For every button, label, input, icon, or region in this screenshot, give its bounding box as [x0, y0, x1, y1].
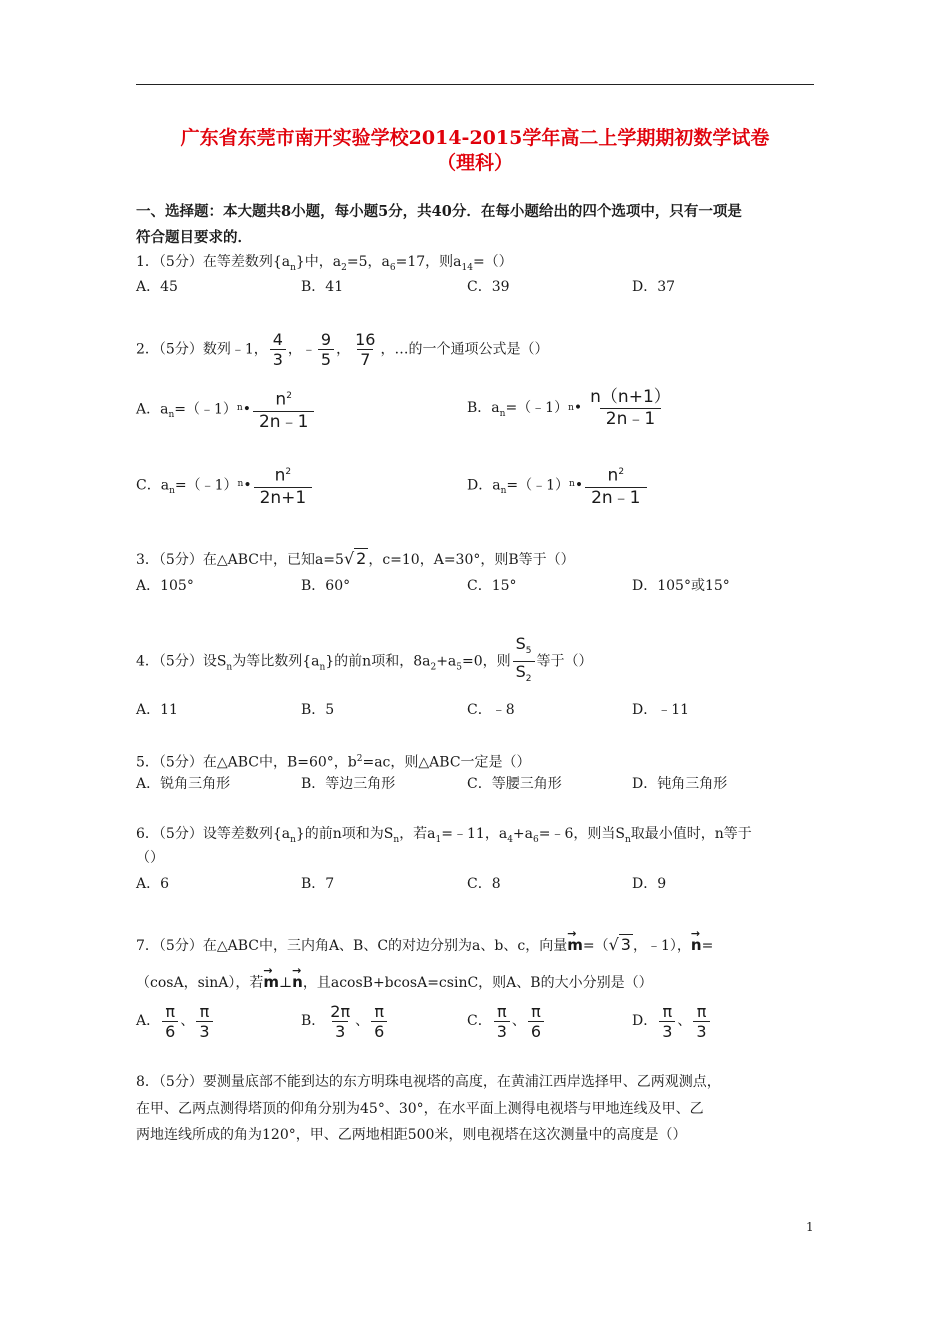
q2-text: 2．（5分）数列﹣1，: [136, 341, 268, 358]
q7-c2-den: 6: [528, 1021, 544, 1041]
q4-sub: n: [226, 662, 233, 673]
q7-d-fraction-2: [693, 1002, 709, 1041]
q7-text: 7．（5分）在△ABC中，三内角A、B、C的对边分别为a、b、c，向量: [136, 938, 568, 954]
q5-text: =ac，则△ABC一定是（）: [362, 754, 531, 771]
q4-option-d[interactable]: D．﹣11: [632, 702, 690, 718]
q7-a-fraction-1: [162, 1002, 178, 1041]
q4-option-b[interactable]: B．5: [301, 702, 335, 718]
q6-option-b[interactable]: B．7: [301, 876, 335, 892]
q3-radicand: 2: [356, 549, 367, 568]
q6-option-d[interactable]: D．9: [632, 876, 667, 892]
q7-b-sep: 、: [355, 1013, 370, 1029]
q2-d-sub: n: [500, 486, 507, 497]
q7-a-fraction-2: [196, 1002, 212, 1041]
question-3: [136, 547, 818, 572]
q1-option-d[interactable]: D．37: [632, 279, 676, 295]
q2-b-den: 2n﹣1: [600, 408, 661, 430]
question-8-line-1: 8．（5分）要测量底部不能到达的东方明珠电视塔的高度，在黄浦江西岸选择甲、乙两观测点，: [136, 1074, 721, 1090]
q2-d-label: D．: [467, 477, 493, 494]
q7-a2-num: π: [199, 1001, 210, 1021]
q7-c2-num: π: [531, 1001, 541, 1021]
q1-sub: 14: [461, 262, 473, 273]
q7-option-a[interactable]: [136, 1000, 215, 1042]
q7-text: ，﹣1），: [632, 938, 691, 954]
q2-a-sub: n: [168, 410, 175, 421]
q7-c-label: C．: [467, 1013, 492, 1029]
q2-b-label: B．: [467, 400, 492, 416]
q2-fraction-1: [270, 330, 286, 369]
header-rule: [136, 84, 814, 85]
q2-c-sup: n: [237, 479, 244, 489]
q7-d2-num: π: [696, 1001, 707, 1021]
q2-option-d[interactable]: [467, 462, 649, 513]
q2-text: ，…的一个通项公式是（）: [380, 341, 549, 358]
q2-d-num: [602, 462, 631, 487]
q6-sub: n: [624, 834, 631, 845]
q4-sub: 2: [430, 662, 437, 673]
q7-line-2: [136, 970, 818, 995]
q6-sub: 4: [507, 834, 513, 845]
q2-f2-num: 9: [320, 330, 332, 349]
q6-continuation: （）: [136, 850, 164, 866]
q7-c1-num: π: [496, 1001, 507, 1021]
q2-d-text: =（﹣1）: [506, 477, 570, 494]
q6-sub: n: [290, 834, 296, 845]
q7-c-sep: 、: [511, 1013, 526, 1029]
q5-option-b[interactable]: B．等边三角形: [301, 776, 396, 792]
q3-radical-sign: √: [343, 549, 355, 568]
q7-option-b[interactable]: [301, 1000, 389, 1042]
q1-text: =5，a: [346, 254, 390, 270]
q2-text: ，﹣: [287, 341, 316, 358]
q3-text: ，c=10，A=30°，则B等于（）: [368, 552, 575, 568]
q2-d-den: 2n﹣1: [585, 487, 646, 509]
q4-text: }的前n项和，8a: [325, 653, 431, 670]
q7-d-label: D．: [632, 1013, 658, 1029]
q7-text: ，且acosB+bcosA=csinC，则A、B的大小分别是（）: [302, 975, 653, 991]
q2-b-sub: n: [499, 408, 506, 419]
q6-text: =﹣6，则当S: [538, 826, 625, 842]
q3-option-a[interactable]: A．105°: [136, 578, 194, 594]
q2-d-num-text: n: [607, 465, 619, 486]
q3-option-d[interactable]: D．105°或15°: [632, 578, 730, 594]
q2-fraction-3: [352, 330, 378, 369]
q7-option-d[interactable]: [632, 1000, 712, 1042]
q2-d-dot: •: [574, 477, 584, 494]
q4-f-den-text: S: [515, 662, 526, 682]
q6-option-c[interactable]: C．8: [467, 876, 501, 892]
q4-sub: 5: [456, 662, 462, 673]
q2-f3-num: 16: [355, 330, 376, 349]
perpendicular-symbol: ⊥: [279, 975, 293, 991]
q2-b-num: n（n+1）: [590, 386, 671, 407]
q1-sub: 6: [389, 262, 396, 273]
q3-option-c[interactable]: C．15°: [467, 578, 517, 594]
q2-f1-num: 4: [272, 330, 283, 349]
q7-b-fraction-1: [327, 1002, 353, 1041]
q7-b1-den: 3: [332, 1021, 348, 1041]
q2-option-b[interactable]: [467, 386, 679, 436]
q2-d-fraction: [585, 462, 646, 509]
q2-f2-den: 5: [318, 349, 334, 369]
q7-radical-sign: √: [608, 935, 619, 954]
section-heading-line1: 一、选择题：本大题共8小题，每小题5分，共40分．在每小题给出的四个选项中，只有一项是: [136, 203, 742, 220]
q2-a-label: A．: [136, 401, 161, 418]
q2-a-dot: •: [242, 401, 251, 418]
q7-a-sep: 、: [180, 1013, 195, 1029]
q2-a-num-sup: 2: [286, 391, 292, 401]
q7-radicand: 3: [620, 935, 631, 954]
q6-text: =﹣11，a: [441, 826, 508, 842]
q7-b1-num: 2π: [330, 1001, 351, 1021]
question-4: [136, 634, 818, 690]
q7-c-fraction-2: [528, 1002, 544, 1041]
q2-option-c[interactable]: [136, 462, 314, 513]
q1-option-c[interactable]: C．39: [467, 279, 510, 295]
page-number: 1: [806, 1220, 814, 1234]
q7-d-fraction-1: [659, 1002, 675, 1041]
q2-d-text: a: [492, 477, 501, 494]
q7-a-label: A．: [136, 1013, 161, 1029]
q7-d1-den: 3: [659, 1021, 675, 1041]
q6-text: 6．（5分）设等差数列{a: [136, 826, 291, 842]
q4-f-num-sub: 5: [525, 646, 532, 657]
q2-a-text: =（﹣1）: [174, 401, 237, 418]
q6-sub: n: [393, 834, 400, 845]
vector-m: → m: [567, 933, 583, 957]
q2-c-num-text: n: [274, 465, 286, 486]
question-2: [136, 330, 818, 369]
vector-m: → m: [263, 970, 279, 994]
q5-text: 5．（5分）在△ABC中，B=60°，b: [136, 754, 357, 771]
q7-a1-num: π: [165, 1001, 176, 1021]
q4-f-den: [513, 661, 535, 689]
q7-sqrt: [609, 934, 633, 954]
q7-b-label: B．: [301, 1013, 326, 1029]
q2-b-text: =（﹣1）: [505, 400, 569, 416]
q1-text: =（）: [472, 254, 513, 270]
q2-a-den: 2n﹣1: [253, 411, 314, 433]
q3-text: 3．（5分）在△ABC中，已知a=5: [136, 552, 344, 568]
q2-a-text: a: [160, 401, 169, 418]
q6-text: }的前n项和为S: [295, 826, 394, 842]
q4-text: 等于（）: [536, 653, 593, 670]
q2-c-text: a: [160, 477, 170, 494]
q3-option-b[interactable]: B．60°: [301, 578, 351, 594]
q1-sub: n: [290, 262, 296, 273]
q2-fraction-2: [318, 330, 334, 369]
q2-b-dot: •: [573, 400, 583, 416]
q6-text: ，若a: [399, 826, 436, 842]
document-subtitle: （理科）: [436, 152, 513, 174]
q4-f-num: [513, 634, 535, 661]
q6-sub: 6: [533, 834, 539, 845]
q2-f3-den: 7: [357, 349, 373, 369]
q3-sqrt: [344, 548, 368, 568]
q7-a1-den: 6: [162, 1021, 178, 1041]
q4-f-den-sub: 2: [525, 674, 532, 685]
q5-option-a[interactable]: A．锐角三角形: [136, 776, 231, 792]
q7-text: （cosA，sinA），若: [136, 975, 264, 991]
q2-c-dot: •: [243, 477, 252, 494]
vector-n: → n: [691, 933, 702, 957]
q4-fraction: [513, 634, 535, 689]
vector-n: → n: [292, 970, 303, 994]
q4-option-a[interactable]: A．11: [136, 702, 178, 718]
q7-d-sep: 、: [677, 1013, 692, 1029]
q7-c-fraction-1: [494, 1002, 510, 1041]
q6-text: 取最小值时，n等于: [630, 826, 752, 842]
q2-c-num: [269, 462, 298, 487]
section-heading: [136, 199, 816, 251]
q4-text: +a: [436, 653, 457, 670]
q7-b2-den: 6: [371, 1021, 387, 1041]
q2-b-fraction: [584, 387, 677, 430]
q7-text: =（: [582, 938, 609, 954]
q2-c-num-sup: 2: [285, 467, 292, 477]
q2-c-text: =（﹣1）: [174, 477, 238, 494]
q2-text: ，: [336, 341, 351, 358]
q4-sub: n: [319, 662, 326, 673]
q7-b-fraction-2: [371, 1002, 387, 1041]
q2-d-sup: n: [569, 479, 575, 489]
q7-d1-num: π: [662, 1001, 673, 1021]
q7-option-c[interactable]: [467, 1000, 546, 1042]
q7-b2-num: π: [374, 1001, 385, 1021]
q2-c-sub: n: [169, 486, 175, 497]
q2-a-sup: n: [236, 403, 243, 413]
q6-option-a[interactable]: A．6: [136, 876, 170, 892]
q1-text: 1．（5分）在等差数列{a: [136, 254, 291, 270]
question-5: [136, 747, 818, 775]
q7-text: =: [701, 938, 714, 954]
question-7: [136, 933, 818, 958]
q1-text: =17，则a: [395, 254, 462, 270]
q6-sub: 1: [435, 834, 442, 845]
question-8-line-2: 在甲、乙两点测得塔顶的仰角分别为45°、30°，在水平面上测得电视塔与甲地连线及甲、乙: [136, 1101, 704, 1117]
q2-f1-den: 3: [270, 349, 286, 369]
q2-c-den: 2n+1: [254, 487, 313, 509]
q1-option-a[interactable]: A．45: [136, 279, 178, 295]
q2-d-num-sup: 2: [618, 467, 625, 477]
question-8-line-3: 两地连线所成的角为120°，甲、乙两地相距500米，则电视塔在这次测量中的高度是（）: [136, 1127, 687, 1143]
q4-text: 为等比数列{a: [232, 653, 320, 670]
q4-f-num-text: S: [515, 634, 526, 653]
q2-c-fraction: [254, 462, 313, 509]
q4-text: 4．（5分）设S: [136, 653, 227, 670]
q5-option-d[interactable]: D．钝角三角形: [632, 776, 728, 792]
q5-sup: 2: [356, 754, 363, 764]
q2-b-text: a: [491, 400, 500, 416]
q1-text: }中，a: [295, 254, 342, 270]
q2-a-fraction: [253, 386, 314, 433]
q2-option-a[interactable]: [136, 386, 316, 437]
q2-a-num-text: n: [275, 389, 287, 410]
q5-option-c[interactable]: C．等腰三角形: [467, 776, 562, 792]
q2-c-label: C．: [136, 477, 161, 494]
q7-a2-den: 3: [196, 1021, 212, 1041]
q1-option-b[interactable]: B．41: [301, 279, 344, 295]
q7-d2-den: 3: [693, 1021, 709, 1041]
q7-c1-den: 3: [494, 1021, 510, 1041]
q4-text: =0，则: [462, 653, 511, 670]
q4-option-c[interactable]: C．﹣8: [467, 702, 515, 718]
section-heading-line2: 符合题目要求的．: [136, 229, 252, 246]
q2-a-num: [269, 386, 298, 411]
q6-text: +a: [512, 826, 533, 842]
q2-b-sup: n: [568, 403, 574, 413]
document-title: 广东省东莞市南开实验学校2014-2015学年高二上学期期初数学试卷: [180, 127, 770, 149]
q1-sub: 2: [341, 262, 347, 273]
